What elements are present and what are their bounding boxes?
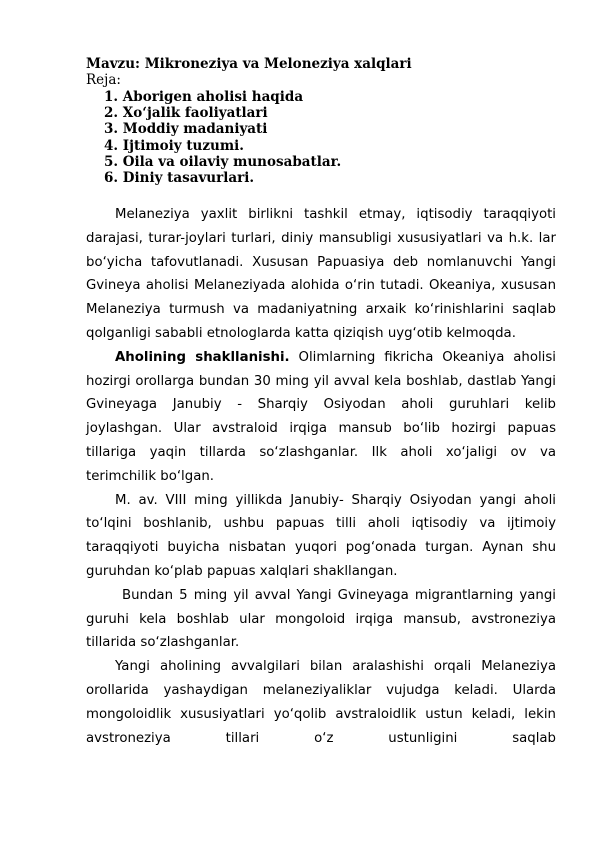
plan-item: 6. Diniy tasavurlari. <box>104 170 255 187</box>
document-title: Mavzu: Mikroneziya va Meloneziya xalqlari <box>86 56 412 72</box>
plan-item: 3. Moddiy madaniyati <box>104 121 268 138</box>
plan-item: 4. Ijtimoiy tuzumi. <box>104 137 244 154</box>
plan-item: 1. Aborigen aholisi haqida <box>104 89 304 105</box>
paragraph-population-formation <box>86 346 556 489</box>
plan-item: 2. Xo‘jalik faoliyatlari <box>104 105 268 122</box>
paragraph-melanesians-origin <box>86 655 556 750</box>
paragraph-text: Yangi aholining avvalgilari bilan aralashishi orqali Melaneziya orollarida yashaydigan melaneziyaliklar vujudga keladi. Ularda mongoloidlik xususiyatlari yo‘qolib avstraloidlik ustun keladi, lekin avstroneziya tillari o‘z ustunligini saqlab <box>86 659 556 746</box>
paragraph-text: M. av. VIII ming yillikda Janubiy- Sharqiy Osiyodan yangi aholi to‘lqini boshlanib, ushbu papuas tilli aholi iqtisodiy va ijtimoiy taraqqiyoti buyicha nisbatan yuqori pog‘onada turgan. Aynan shu guruhdan ko‘plab papuas xalqlari shakllangan. <box>86 492 556 579</box>
paragraph-text: Melaneziya yaxlit birlikni tashkil etmay, iqtisodiy taraqqiyoti darajasi, turar-joylari turlari, diniy mansubligi xususiyatlari va h.k. lar bo‘yicha tafovutlanadi. Xususan Papuasiya deb nomlanuvchi Yangi Gvineya aholisi Melaneziyada alohida o‘rin tutadi. Okeaniya, xususan Melaneziya turmush va madaniyatning arxaik ko‘rinishlarini saqlab qolganligi sababli etnologlarda katta qiziqish uyg‘otib kelmoqda. <box>86 207 556 341</box>
paragraph-intro <box>86 203 556 346</box>
paragraph-text: Bundan 5 ming yil avval Yangi Gvineyaga migrantlarning yangi guruhi kela boshlab ular mongoloid irqiga mansub, avstroneziya tillarida so‘zlashganlar. <box>86 587 556 651</box>
paragraph-austronesian-migrants <box>86 584 556 655</box>
paragraph-lead-heading: Aholining shakllanishi. <box>115 349 290 365</box>
document-body <box>86 203 556 750</box>
plan-item: 5. Oila va oilaviy munosabatlar. <box>104 153 342 170</box>
plan-label: Reja: <box>86 72 121 88</box>
plan-list <box>104 89 341 186</box>
paragraph-text: Olimlarning fikricha Okeaniya aholisi hozirgi orollarga bundan 30 ming yil avval kela boshlab, dastlab Yangi Gvineyaga Janubiy - Sharqiy Osiyodan aholi guruhlari kelib joylashgan. Ular avstraloid irqiga mansub bo‘lib hozirgi papuas tillariga yaqin tillarda so‘zlashganlar. Ilk aholi xo‘jaligi ov va terimchilik bo‘lgan. <box>86 349 556 484</box>
paragraph-second-wave <box>86 489 556 584</box>
